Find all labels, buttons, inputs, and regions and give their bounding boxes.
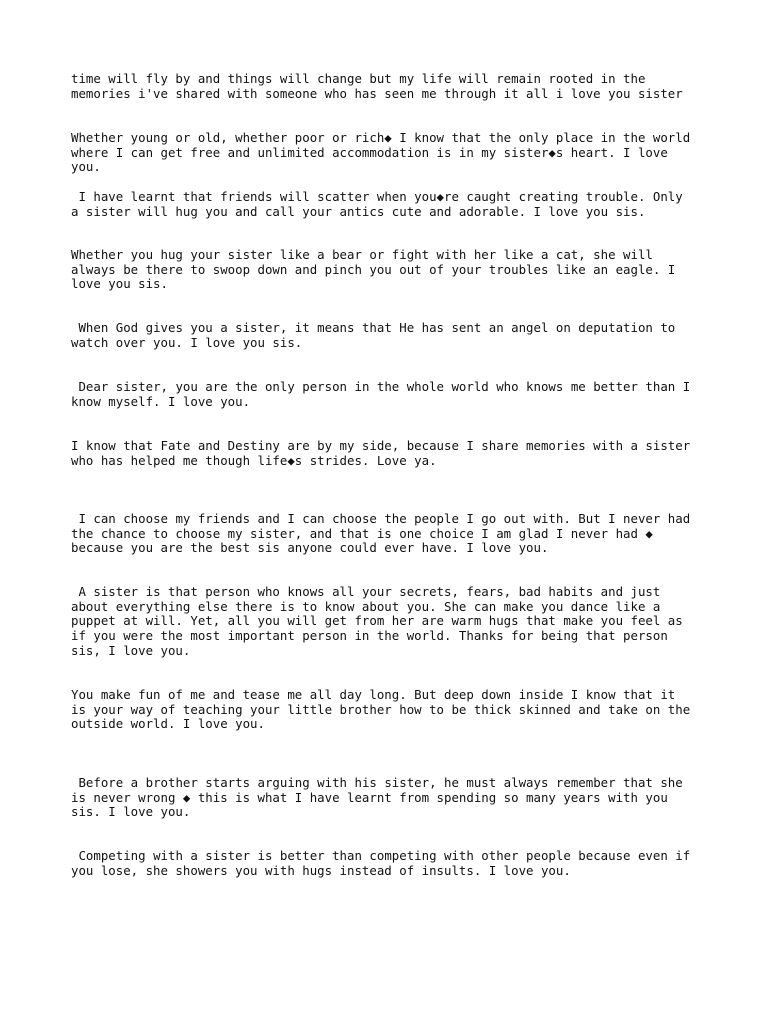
paragraph-8: I can choose my friends and I can choose the people I go out with. But I never had the chance to choose my sister, and that is one choice I am glad I never had ◆ because you are the best sis anyone could ever have. I love you. — [71, 511, 691, 556]
paragraph-11: Before a brother starts arguing with his sister, he must always remember that she is never wrong ◆ this is what I have learnt from spending so many years with you sis. I love you. — [71, 775, 683, 820]
paragraph-12: Competing with a sister is better than competing with other people because even if you lose, she showers you with hugs instead of insults. I love you. — [71, 848, 691, 878]
paragraph-9: A sister is that person who knows all your secrets, fears, bad habits and just about everything else there is to know about you. She can make you dance like a puppet at will. Yet, all you will get from her are warm hugs that make you feel as if you were the most important person in the world. Thanks for being that person sis, I love you. — [71, 584, 683, 658]
paragraph-6: Dear sister, you are the only person in the whole world who knows me better than I know myself. I love you. — [71, 379, 691, 409]
paragraph-10: You make fun of me and tease me all day long. But deep down inside I know that it is your way of teaching your little brother how to be thick skinned and take on the outside world. I love you. — [71, 687, 691, 732]
paragraph-4: Whether you hug your sister like a bear or fight with her like a cat, she will always be there to swoop down and pinch you out of your troubles like an eagle. I love you sis. — [71, 247, 676, 292]
paragraph-7: I know that Fate and Destiny are by my side, because I share memories with a sister who has helped me though life◆s strides. Love ya. — [71, 438, 691, 468]
paragraph-1: time will fly by and things will change but my life will remain rooted in the memories i've shared with someone who has seen me through it all i love you sister — [71, 71, 683, 101]
paragraph-5: When God gives you a sister, it means that He has sent an angel on deputation to watch over you. I love you sis. — [71, 320, 676, 350]
paragraph-2: Whether young or old, whether poor or rich◆ I know that the only place in the world where I can get free and unlimited accommodation is in my sister◆s heart. I love you. — [71, 130, 691, 175]
paragraph-3: I have learnt that friends will scatter when you◆re caught creating trouble. Only a sister will hug you and call your antics cute and adorable. I love you sis. — [71, 189, 683, 219]
